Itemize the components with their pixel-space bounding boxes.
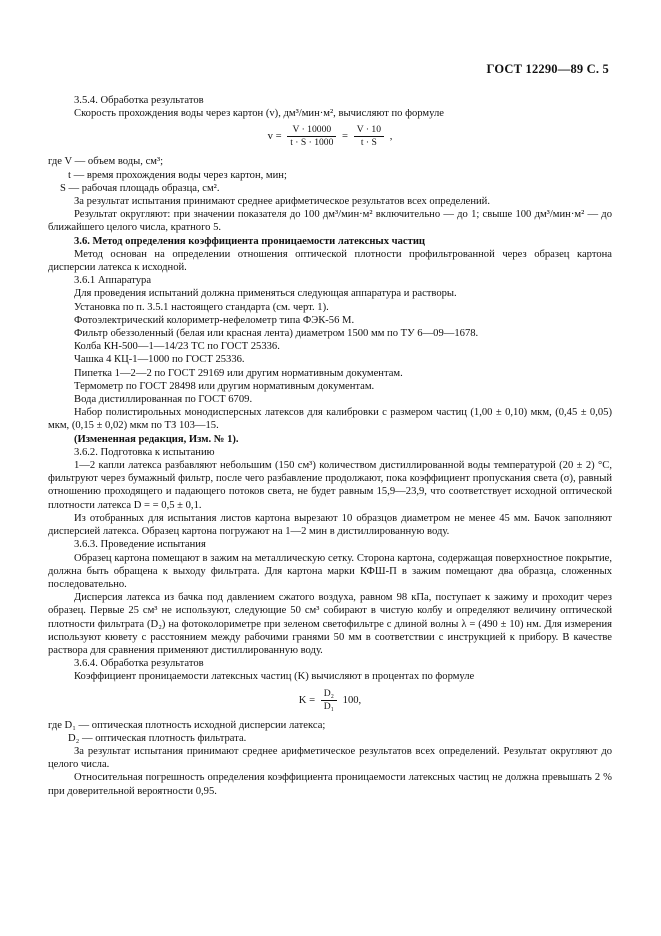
- where-v: где V — объем воды, см³;: [48, 156, 164, 168]
- apparatus-item: Колба КН-500—1—14/23 ТС по ГОСТ 25336.: [74, 341, 280, 353]
- processing-paragraph-1: За результат испытания принимают среднее арифметическое результатов всех определений. Результат округляют до целого числа.: [48, 745, 612, 771]
- apparatus-intro: Для проведения испытаний должна применяться следующая аппаратура и растворы.: [74, 288, 457, 300]
- s36-paragraph-1: Метод основан на определении отношения оптической плотности профильтрованной через образец картона дисперсии латекса к исходной.: [48, 248, 612, 274]
- formula-v-numerator-2: V · 10: [354, 124, 384, 137]
- formula-k-fraction: [321, 688, 337, 713]
- s354-paragraph-2: Результат округляют: при значении показателя до 100 дм³/мин·м² включительно — до 1; свыше 100 дм³/мин·м² — до ближайшего целого числа, кратного 5.: [48, 209, 612, 234]
- where-d2: D₂ — оптическая плотность фильтрата.: [68, 732, 247, 744]
- procedure-paragraph-2: Дисперсия латекса из бачка под давлением сжатого воздуха, равном 98 кПа, поступает к зажиму и проходит через образец. Первые 25 см³ не используют, следующие 50 см³ собирают в чистую колбу и определяют величину оптической плотности фильтрата (D₂) на фотоколориметре при зеленом светофильтре с длиной волны λ = (490 ± 10) нм. Для измерения используют кювету с расстоянием между рабочими гранями 50 мм в соответствии с инструкцией к прибору. В качестве раствора для сравнения применяют дистиллированную воду.: [48, 592, 612, 656]
- section-3-6-4-title: 3.6.4. Обработка результатов: [74, 658, 204, 670]
- apparatus-item: Установка по п. 3.5.1 настоящего стандарта (см. черт. 1).: [74, 301, 329, 313]
- where-d1: где D₁ — оптическая плотность исходной дисперсии латекса;: [48, 719, 326, 731]
- formula-v-denominator-1: t · S · 1000: [290, 137, 334, 149]
- section-3-6-2-title: 3.6.2. Подготовка к испытанию: [74, 446, 215, 458]
- where-t: t — время прохождения воды через картон, мин;: [68, 169, 287, 181]
- procedure-paragraph-1: Образец картона помещают в зажим на металлическую сетку. Сторона картона, содержащая поверхностное покрытие, должна быть обращена к выходу фильтрата. Для картона марки КФШ-П в зажим помещают два образца, сложенных последовательно.: [48, 552, 612, 590]
- formula-k-multiplier: 100,: [342, 694, 362, 706]
- apparatus-item: Вода дистиллированная по ГОСТ 6709.: [74, 394, 253, 406]
- amendment-note: (Измененная редакция, Изм. № 1).: [74, 433, 239, 445]
- section-3-5-4-title: 3.5.4. Обработка результатов: [74, 95, 204, 106]
- formula-v-fraction-1: [287, 124, 336, 149]
- preparation-paragraph-2: Из отобранных для испытания листов картона вырезают 10 образцов диаметром не менее 45 мм. Бачок заполняют дисперсией латекса. Образец картона погружают на 1—2 мин в дистиллированную воду.: [48, 512, 612, 538]
- apparatus-item: Набор полистирольных монодисперсных латексов для калибровки с размером частиц (1,00 ± 0,10) мкм, (0,45 ± 0,05) мкм, (0,15 ± 0,02) мкм по ТЗ 103—15.: [48, 407, 612, 432]
- section-3-6-1-title: 3.6.1 Аппаратура: [74, 275, 152, 287]
- formula-v-end: ,: [389, 131, 393, 143]
- formula-k: [48, 688, 612, 713]
- formula-v-denominator-2: t · S: [360, 137, 377, 149]
- document-body: [48, 94, 612, 798]
- formula-v-fraction-2: [354, 124, 384, 149]
- processing-intro: Коэффициент проницаемости латексных частиц (K) вычисляют в процентах по формуле: [74, 671, 475, 683]
- formula-k-denominator: D₁: [323, 700, 334, 712]
- formula-k-numerator: D₂: [321, 688, 337, 701]
- formula-v-numerator-1: V · 10000: [287, 124, 336, 137]
- formula-k-lhs: K =: [298, 694, 316, 706]
- formula-v: [48, 124, 612, 149]
- preparation-paragraph-1: 1—2 капли латекса разбавляют небольшим (150 см³) количеством дистиллированной воды температурой (20 ± 2) °С, фильтруют через бумажный фильтр, после чего разбавление продолжают, пока коэффициент пропускания света (σ), равный отношению проходящего и падающего потоков света, не будет равным 15,9—23,9, что соответствует исходной оптической плотности латекса D = = 0,5 ± 0,1.: [48, 460, 612, 511]
- where-s: S — рабочая площадь образца, см².: [60, 182, 220, 194]
- apparatus-item: Чашка 4 КЦ-1—1000 по ГОСТ 25336.: [74, 354, 245, 366]
- s354-paragraph-1: За результат испытания принимают среднее арифметическое результатов всех определений.: [74, 196, 490, 208]
- apparatus-item: Фильтр обеззоленный (белая или красная лента) диаметром 1500 мм по ТУ 6—09—1678.: [74, 328, 479, 340]
- section-3-6-title: 3.6. Метод определения коэффициента проницаемости латексных частиц: [74, 235, 426, 247]
- processing-paragraph-2: Относительная погрешность определения коэффициента проницаемости латексных частиц не должна превышать 2 % при доверительной вероятности 0,95.: [48, 772, 612, 797]
- section-3-5-4-intro: Скорость прохождения воды через картон (v), дм³/мин·м², вычисляют по формуле: [74, 108, 444, 120]
- page-header: ГОСТ 12290—89 С. 5: [486, 62, 609, 76]
- apparatus-item: Термометр по ГОСТ 28498 или другим нормативным документам.: [74, 380, 375, 392]
- section-3-6-3-title: 3.6.3. Проведение испытания: [74, 539, 206, 551]
- apparatus-item: Пипетка 1—2—2 по ГОСТ 29169 или другим нормативным документам.: [74, 367, 403, 379]
- formula-v-equals: =: [342, 131, 349, 143]
- formula-v-lhs: v =: [267, 131, 282, 143]
- apparatus-item: Фотоэлектрический колориметр-нефелометр типа ФЭК-56 М.: [74, 314, 355, 326]
